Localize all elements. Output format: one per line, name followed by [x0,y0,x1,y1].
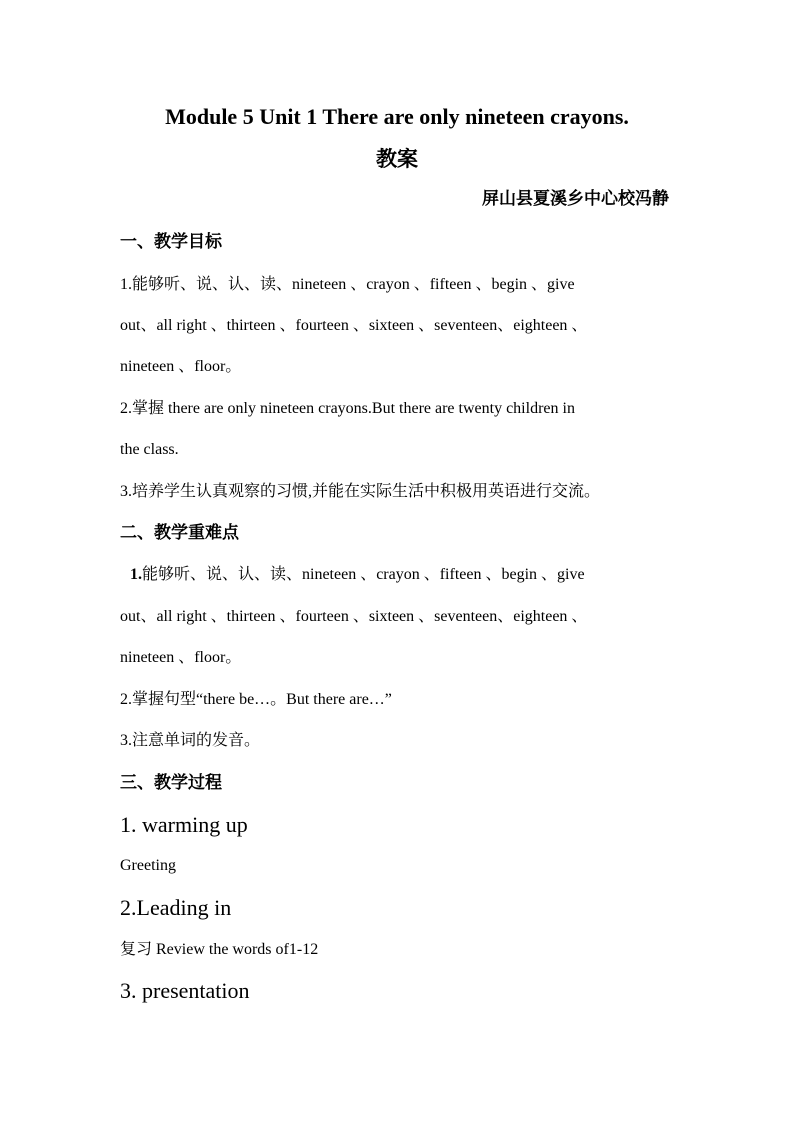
objective-3: 3.培养学生认真观察的习惯,并能在实际生活中积极用英语进行交流。 [120,483,601,500]
section-heading-objectives: 一、教学目标 [120,232,222,251]
objective-1-line-2: out、all right 、thirteen 、fourteen 、sixteen 、seventeen、eighteen 、 [120,317,588,334]
author-line: 屏山县夏溪乡中心校冯静 [482,189,669,208]
step-1-body: Greeting [120,857,176,874]
objective-2-line-1: 2.掌握 there are only nineteen crayons.But there are twenty children in [120,400,575,417]
key-point-1-line-1 [130,565,585,585]
key-point-2: 2.掌握句型“there be…。But there are…” [120,691,392,708]
step-2-body: 复习 Review the words of1-12 [120,941,319,958]
section-heading-key-points: 二、教学重难点 [120,523,239,542]
key-point-1-line-3: nineteen 、floor。 [120,649,242,666]
key-point-1-text: 能够听、说、认、读、nineteen 、crayon 、fifteen 、begin 、give [142,566,585,583]
step-3-title: 3. presentation [120,978,250,1003]
key-point-1-line-2: out、all right 、thirteen 、fourteen 、sixteen 、seventeen、eighteen 、 [120,608,588,625]
key-point-3: 3.注意单词的发音。 [120,732,261,749]
document-title: Module 5 Unit 1 There are only nineteen crayons. [165,104,629,129]
objective-1-line-3: nineteen 、floor。 [120,358,242,375]
document-subtitle: 教案 [376,147,418,171]
step-2-title: 2.Leading in [120,895,232,920]
key-point-1-number: 1. [130,566,142,583]
objective-1-line-1: 1.能够听、说、认、读、nineteen 、crayon 、fifteen 、begin 、give [120,276,575,293]
section-heading-process: 三、教学过程 [120,773,222,792]
step-1-title: 1. warming up [120,812,248,837]
objective-2-line-2: the class. [120,441,179,458]
